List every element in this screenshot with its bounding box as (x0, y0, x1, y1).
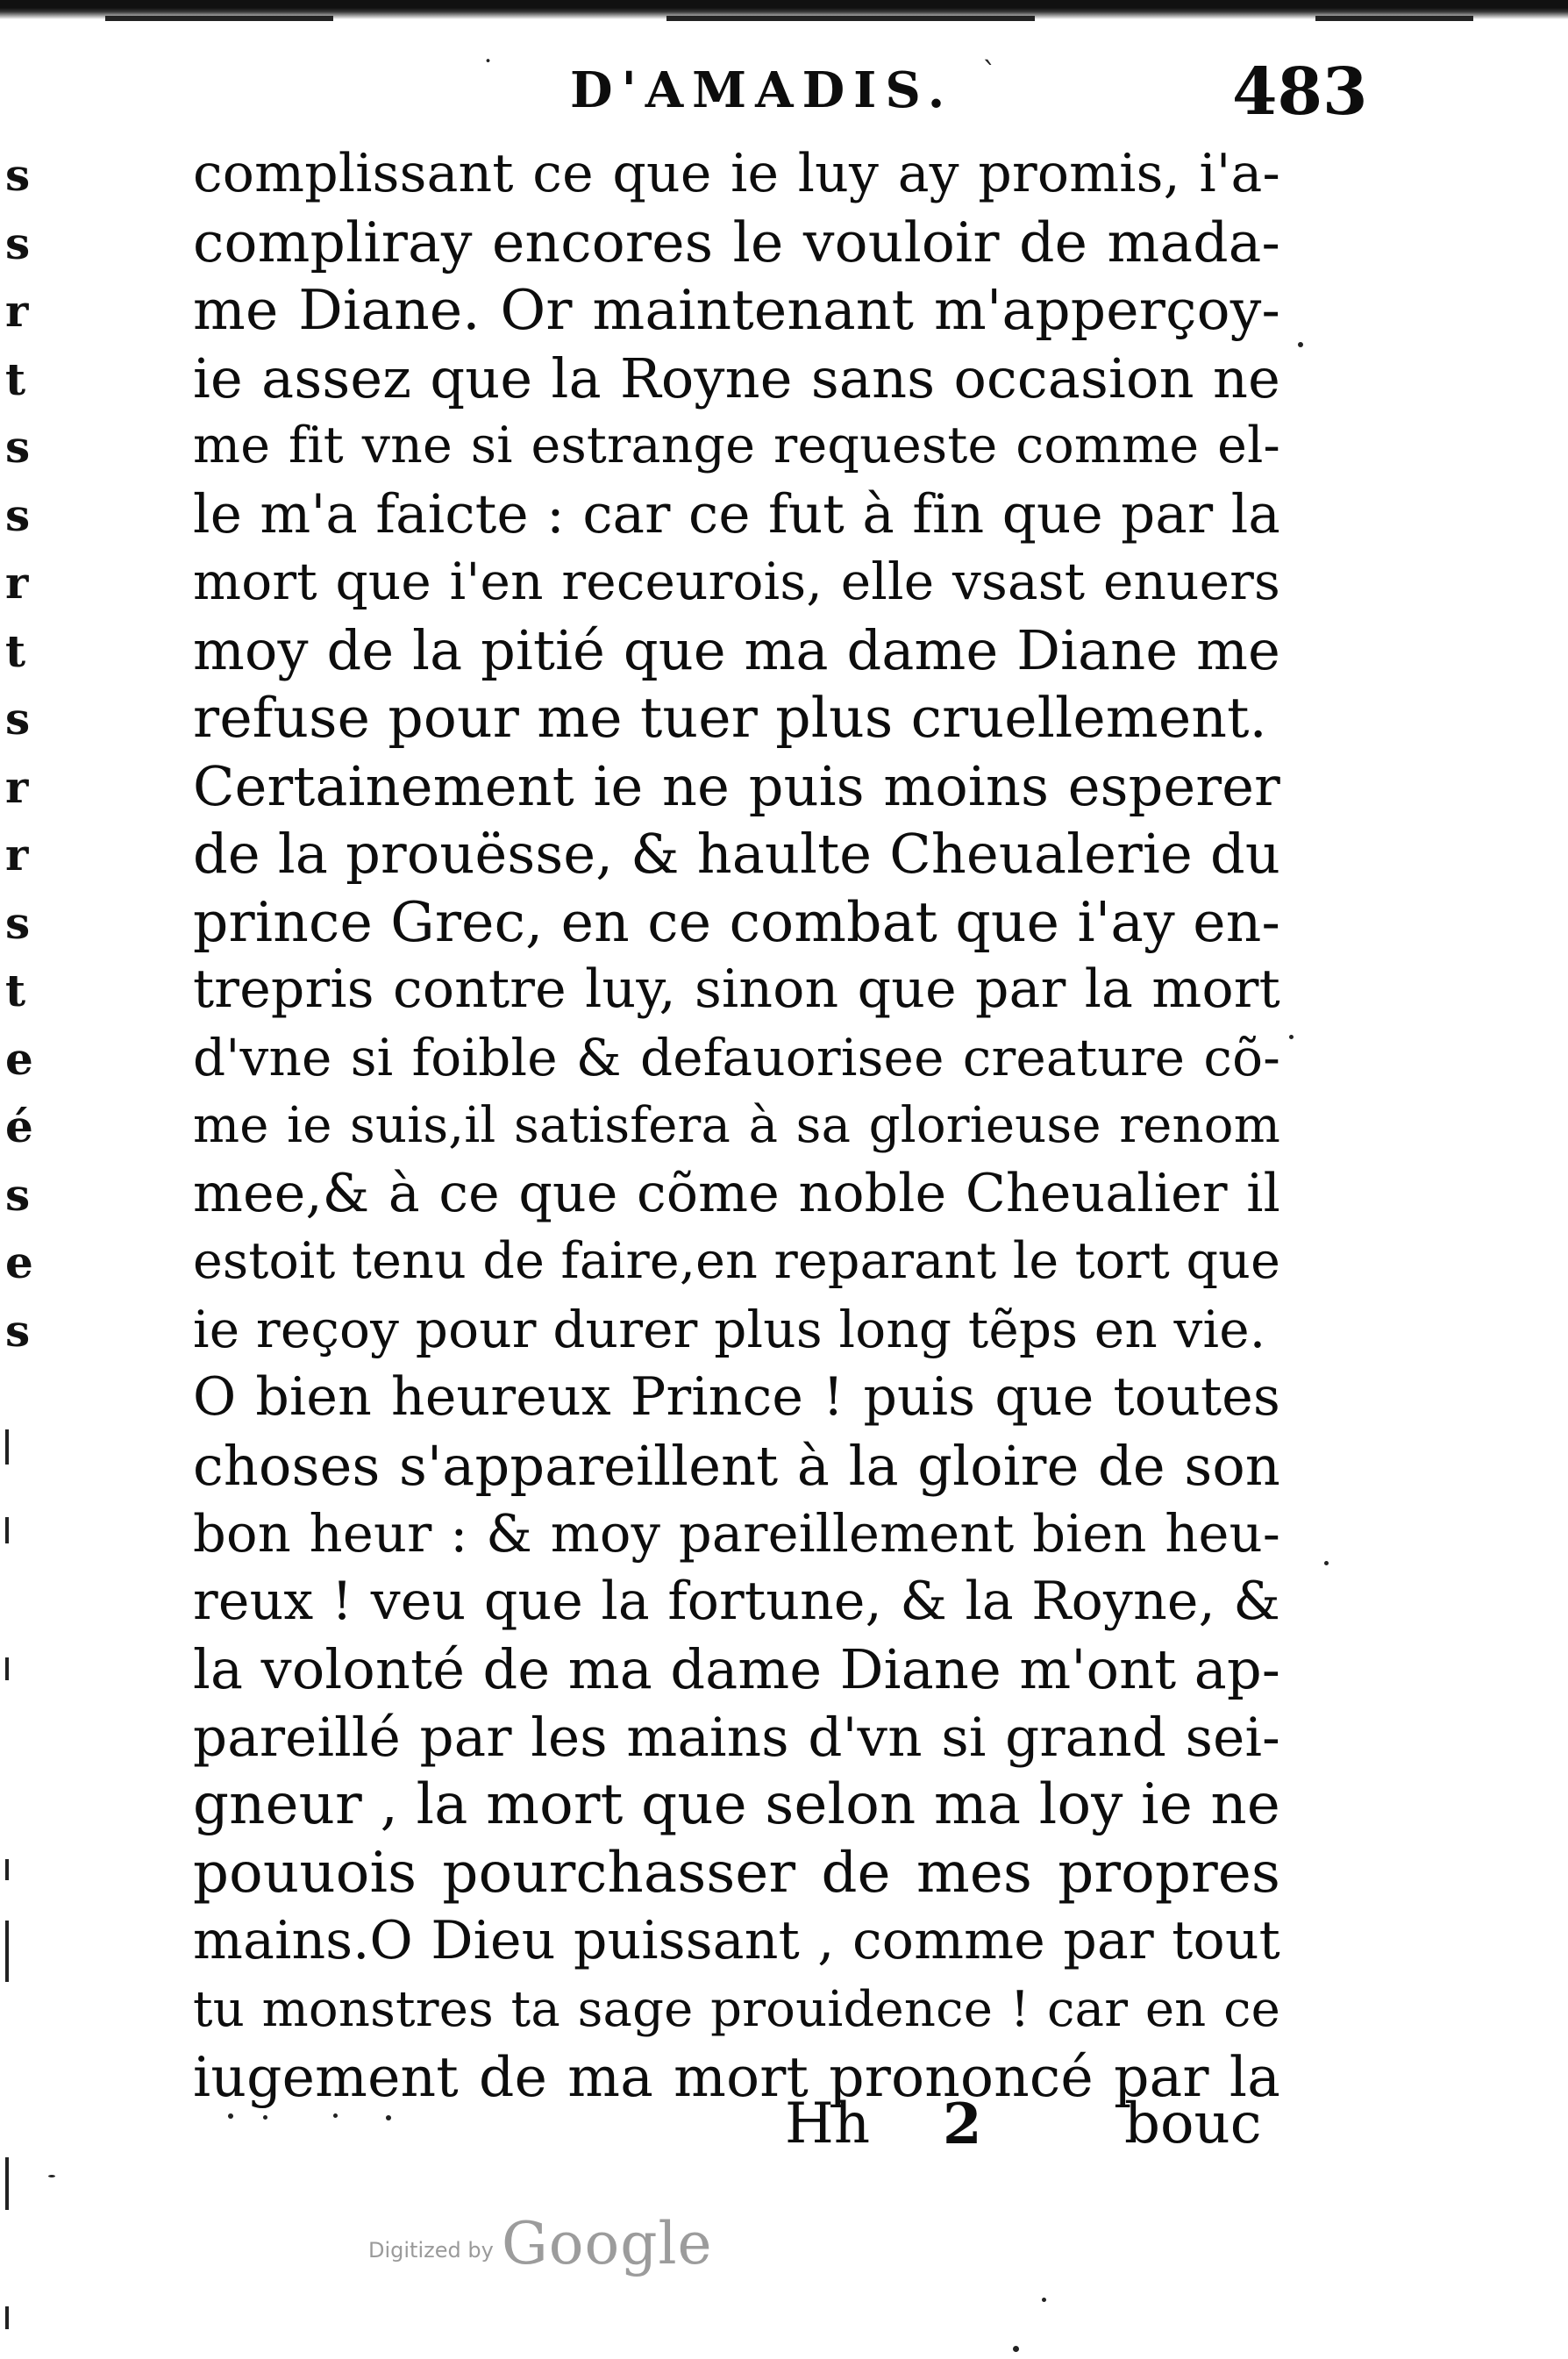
body-text (193, 140, 1280, 2112)
margin-fragment: t (5, 625, 26, 677)
margin-fragment: e (5, 1237, 33, 1288)
running-head (0, 54, 1568, 132)
signature-number: 2 (943, 2092, 982, 2157)
margin-fragment: s (5, 1169, 31, 1221)
signature-mark: Hh (785, 2092, 871, 2156)
ink-speck: ˋ (982, 56, 997, 91)
ink-spatter (1315, 16, 1473, 21)
margin-fragment: s (5, 693, 31, 745)
ink-speck (228, 2113, 233, 2119)
margin-fragment: s (5, 421, 31, 473)
margin-fragment: s (5, 897, 31, 949)
margin-fragment: é (5, 1101, 33, 1152)
text-line: mee,& à ce que cõme noble Cheualier il (193, 1162, 1280, 1224)
margin-mark (5, 2306, 9, 2329)
margin-fragment: e (5, 1033, 33, 1085)
margin-fragment: t (5, 965, 26, 1016)
text-line: reux ! veu que la fortune, & la Royne, & (193, 1570, 1280, 1632)
text-line: refuse pour me tuer plus cruellement. (193, 686, 1267, 750)
margin-fragment: r (5, 829, 29, 880)
text-line: choses s'appareillent à la gloire de son (193, 1433, 1280, 1498)
margin-fragment: r (5, 557, 29, 609)
margin-mark (5, 1657, 9, 1680)
ink-spatter (105, 16, 333, 21)
text-line: le m'a faicte : car ce fut à fin que par la (193, 482, 1280, 545)
text-line: d'vne si foible & defauorisee creature cõ- (193, 1027, 1280, 1087)
margin-fragment: s (5, 217, 31, 269)
margin-mark (5, 1517, 9, 1543)
ink-speck (386, 2115, 391, 2120)
text-line: me Diane. Or maintenant m'apperçoy- (193, 278, 1280, 342)
text-line: mort que i'en receurois, elle vsast enuers (193, 552, 1280, 611)
text-line: prince Grec, en ce combat que i'ay en- (193, 889, 1280, 954)
text-line: la volonté de ma dame Diane m'ont ap- (193, 1637, 1280, 1701)
catchword: bouc (1124, 2092, 1262, 2156)
ink-speck (1324, 1561, 1329, 1565)
page-number: 483 (1232, 54, 1368, 130)
margin-fragment: t (5, 353, 26, 405)
margin-mark (5, 1921, 9, 1982)
margin-fragment: s (5, 489, 31, 541)
text-line: iugement de ma mort prononcé par la (193, 2045, 1280, 2109)
text-line: pareillé par les mains d'vn si grand sei- (193, 1706, 1280, 1769)
text-line: gneur , la mort que selon ma loy ie ne (193, 1772, 1280, 1837)
margin-mark (5, 1859, 9, 1880)
text-line: mains.O Dieu puissant , comme par tout (193, 1910, 1280, 1971)
text-line: pouuois pourchasser de mes propres (193, 1840, 1280, 1906)
text-line: tu monstres ta sage prouidence ! car en ce (193, 1980, 1280, 2038)
text-line: trepris contre luy, sinon que par la mort (193, 959, 1280, 1020)
text-line: bon heur : & moy pareillement bien heu- (193, 1503, 1280, 1564)
margin-fragment: s (5, 1305, 31, 1357)
ink-speck (1013, 2346, 1019, 2352)
margin-fragment: r (5, 285, 29, 337)
ink-speck (1289, 1035, 1294, 1039)
text-line: estoit tenu de faire,en reparant le tort que (193, 1232, 1280, 1290)
ink-speck (1298, 342, 1303, 347)
margin-fragment: s (5, 149, 31, 201)
margin-mark (5, 2157, 9, 2210)
text-line: moy de la pitié que ma dame Diane me (193, 617, 1280, 682)
text-line: de la prouësse, & haulte Cheualerie du (193, 822, 1280, 886)
text-line: complissant ce que ie luy ay promis, i'a- (193, 143, 1280, 204)
ink-speck (1042, 2298, 1046, 2302)
ink-speck (333, 2113, 338, 2118)
text-line: ie reçoy pour durer plus long tẽps en vie. (193, 1299, 1266, 1359)
text-line: ie assez que la Royne sans occasion ne (193, 346, 1280, 410)
digitized-by-label: Digitized by (368, 2238, 494, 2263)
ink-speck (263, 2115, 267, 2120)
margin-fragment: r (5, 761, 29, 813)
margin-mark (5, 1429, 9, 1465)
text-line: compliray encores le vouloir de mada- (193, 210, 1280, 274)
text-line: me ie suis,il satisfera à sa glorieuse renom (193, 1097, 1280, 1154)
ink-speck (48, 2175, 55, 2177)
text-line: Certainement ie ne puis moins esperer (193, 753, 1280, 818)
text-line: O bien heureux Prince ! puis que toutes (193, 1366, 1280, 1428)
ink-speck: ˙ (481, 54, 495, 89)
text-line: me fit vne si estrange requeste comme el- (193, 417, 1280, 474)
google-logo: Google (502, 2210, 713, 2277)
running-head-title: D'AMADIS. (570, 61, 954, 119)
ink-spatter (666, 16, 1035, 21)
